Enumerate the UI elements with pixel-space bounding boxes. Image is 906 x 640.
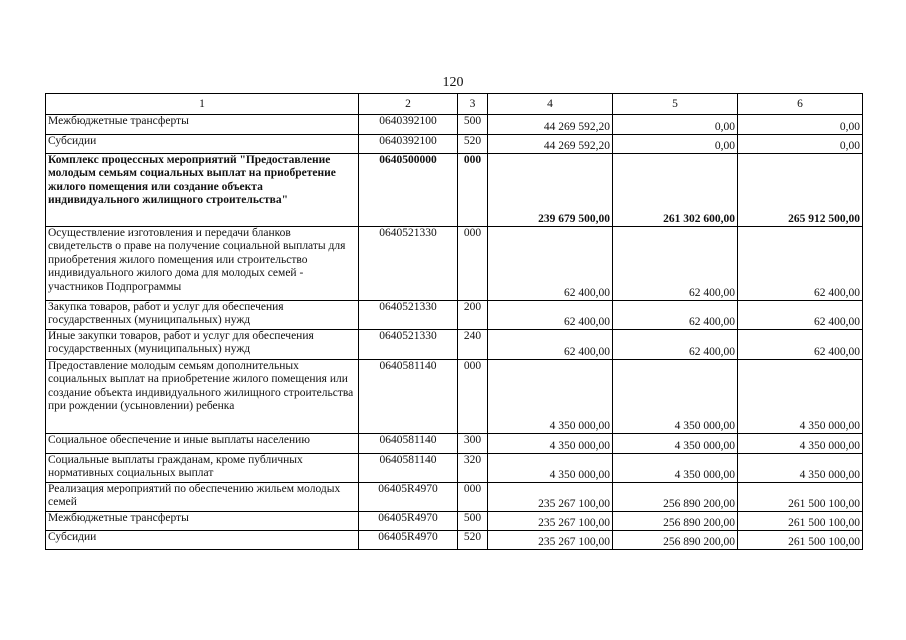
row-type-cell: 300	[458, 434, 488, 454]
row-value-cell: 0,00	[738, 135, 863, 154]
column-header: 3	[458, 94, 488, 115]
column-header: 6	[738, 94, 863, 115]
table-row	[46, 330, 863, 360]
row-value-cell: 4 350 000,00	[488, 360, 613, 434]
row-type-cell: 000	[458, 483, 488, 512]
row-value-cell: 4 350 000,00	[488, 434, 613, 454]
column-header: 2	[359, 94, 458, 115]
table-header-row	[46, 94, 863, 115]
table-body	[46, 115, 863, 550]
row-name-cell: Иные закупки товаров, работ и услуг для обеспечения государственных (муниципальных) нужд	[46, 330, 359, 360]
row-name-cell: Закупка товаров, работ и услуг для обеспечения государственных (муниципальных) нужд	[46, 301, 359, 330]
row-name-cell: Межбюджетные трансферты	[46, 512, 359, 531]
table-row	[46, 454, 863, 483]
row-type-cell: 500	[458, 115, 488, 135]
row-value-cell: 62 400,00	[613, 301, 738, 330]
row-name-cell: Социальные выплаты гражданам, кроме публичных нормативных социальных выплат	[46, 454, 359, 483]
row-name-cell: Субсидии	[46, 531, 359, 550]
row-value-cell: 256 890 200,00	[613, 512, 738, 531]
row-name-cell: Реализация мероприятий по обеспечению жильем молодых семей	[46, 483, 359, 512]
row-type-cell: 240	[458, 330, 488, 360]
row-value-cell: 4 350 000,00	[613, 434, 738, 454]
row-type-cell: 200	[458, 301, 488, 330]
table-row	[46, 115, 863, 135]
row-value-cell: 0,00	[613, 115, 738, 135]
row-type-cell: 320	[458, 454, 488, 483]
row-type-cell: 000	[458, 360, 488, 434]
table-row	[46, 512, 863, 531]
table-row	[46, 483, 863, 512]
row-value-cell: 62 400,00	[613, 330, 738, 360]
table-row	[46, 227, 863, 301]
table-row	[46, 434, 863, 454]
row-value-cell: 235 267 100,00	[488, 531, 613, 550]
row-value-cell: 4 350 000,00	[738, 434, 863, 454]
row-code-cell: 0640521330	[359, 301, 458, 330]
page-number: 120	[442, 75, 464, 90]
column-header: 1	[46, 94, 359, 115]
row-name-cell: Социальное обеспечение и иные выплаты населению	[46, 434, 359, 454]
row-value-cell: 62 400,00	[488, 330, 613, 360]
row-name-cell: Субсидии	[46, 135, 359, 154]
row-value-cell: 44 269 592,20	[488, 135, 613, 154]
row-type-cell: 000	[458, 227, 488, 301]
row-code-cell: 06405R4970	[359, 483, 458, 512]
row-value-cell: 265 912 500,00	[738, 154, 863, 227]
row-code-cell: 0640392100	[359, 135, 458, 154]
row-value-cell: 235 267 100,00	[488, 512, 613, 531]
row-value-cell: 239 679 500,00	[488, 154, 613, 227]
row-value-cell: 261 500 100,00	[738, 512, 863, 531]
row-value-cell: 256 890 200,00	[613, 531, 738, 550]
row-code-cell: 0640521330	[359, 330, 458, 360]
row-code-cell: 0640581140	[359, 434, 458, 454]
column-header: 5	[613, 94, 738, 115]
row-code-cell: 0640392100	[359, 115, 458, 135]
row-code-cell: 0640500000	[359, 154, 458, 227]
row-value-cell: 62 400,00	[488, 301, 613, 330]
row-value-cell: 44 269 592,20	[488, 115, 613, 135]
row-value-cell: 0,00	[738, 115, 863, 135]
row-value-cell: 235 267 100,00	[488, 483, 613, 512]
table-row	[46, 301, 863, 330]
row-name-cell: Комплекс процессных мероприятий "Предоставление молодым семьям социальных выплат на приобретение жилого помещения или создание объекта индивидуального жилищного строительства"	[46, 154, 359, 227]
row-value-cell: 62 400,00	[738, 301, 863, 330]
row-name-cell: Межбюджетные трансферты	[46, 115, 359, 135]
row-value-cell: 256 890 200,00	[613, 483, 738, 512]
row-value-cell: 4 350 000,00	[488, 454, 613, 483]
row-value-cell: 4 350 000,00	[738, 360, 863, 434]
row-name-cell: Предоставление молодым семьям дополнительных социальных выплат на приобретение жилого помещения или создание объекта индивидуального жилищного строительства при рождении (усыновлении) ребенка	[46, 360, 359, 434]
table-row	[46, 360, 863, 434]
row-code-cell: 0640521330	[359, 227, 458, 301]
row-name-cell: Осуществление изготовления и передачи бланков свидетельств о праве на получение социальной выплаты для приобретения жилого помещения или строительство индивидуального жилого дома для молодых семей - участников Подпрограммы	[46, 227, 359, 301]
table-row	[46, 135, 863, 154]
row-value-cell: 62 400,00	[738, 227, 863, 301]
row-value-cell: 62 400,00	[738, 330, 863, 360]
row-value-cell: 261 302 600,00	[613, 154, 738, 227]
budget-table	[45, 93, 863, 550]
row-value-cell: 261 500 100,00	[738, 531, 863, 550]
table-row	[46, 154, 863, 227]
row-code-cell: 06405R4970	[359, 512, 458, 531]
row-type-cell: 500	[458, 512, 488, 531]
row-code-cell: 0640581140	[359, 360, 458, 434]
row-value-cell: 261 500 100,00	[738, 483, 863, 512]
row-type-cell: 000	[458, 154, 488, 227]
row-value-cell: 62 400,00	[613, 227, 738, 301]
row-value-cell: 4 350 000,00	[613, 454, 738, 483]
row-type-cell: 520	[458, 531, 488, 550]
row-value-cell: 0,00	[613, 135, 738, 154]
column-header: 4	[488, 94, 613, 115]
row-code-cell: 0640581140	[359, 454, 458, 483]
row-value-cell: 62 400,00	[488, 227, 613, 301]
row-code-cell: 06405R4970	[359, 531, 458, 550]
table-row	[46, 531, 863, 550]
row-value-cell: 4 350 000,00	[613, 360, 738, 434]
row-type-cell: 520	[458, 135, 488, 154]
row-value-cell: 4 350 000,00	[738, 454, 863, 483]
